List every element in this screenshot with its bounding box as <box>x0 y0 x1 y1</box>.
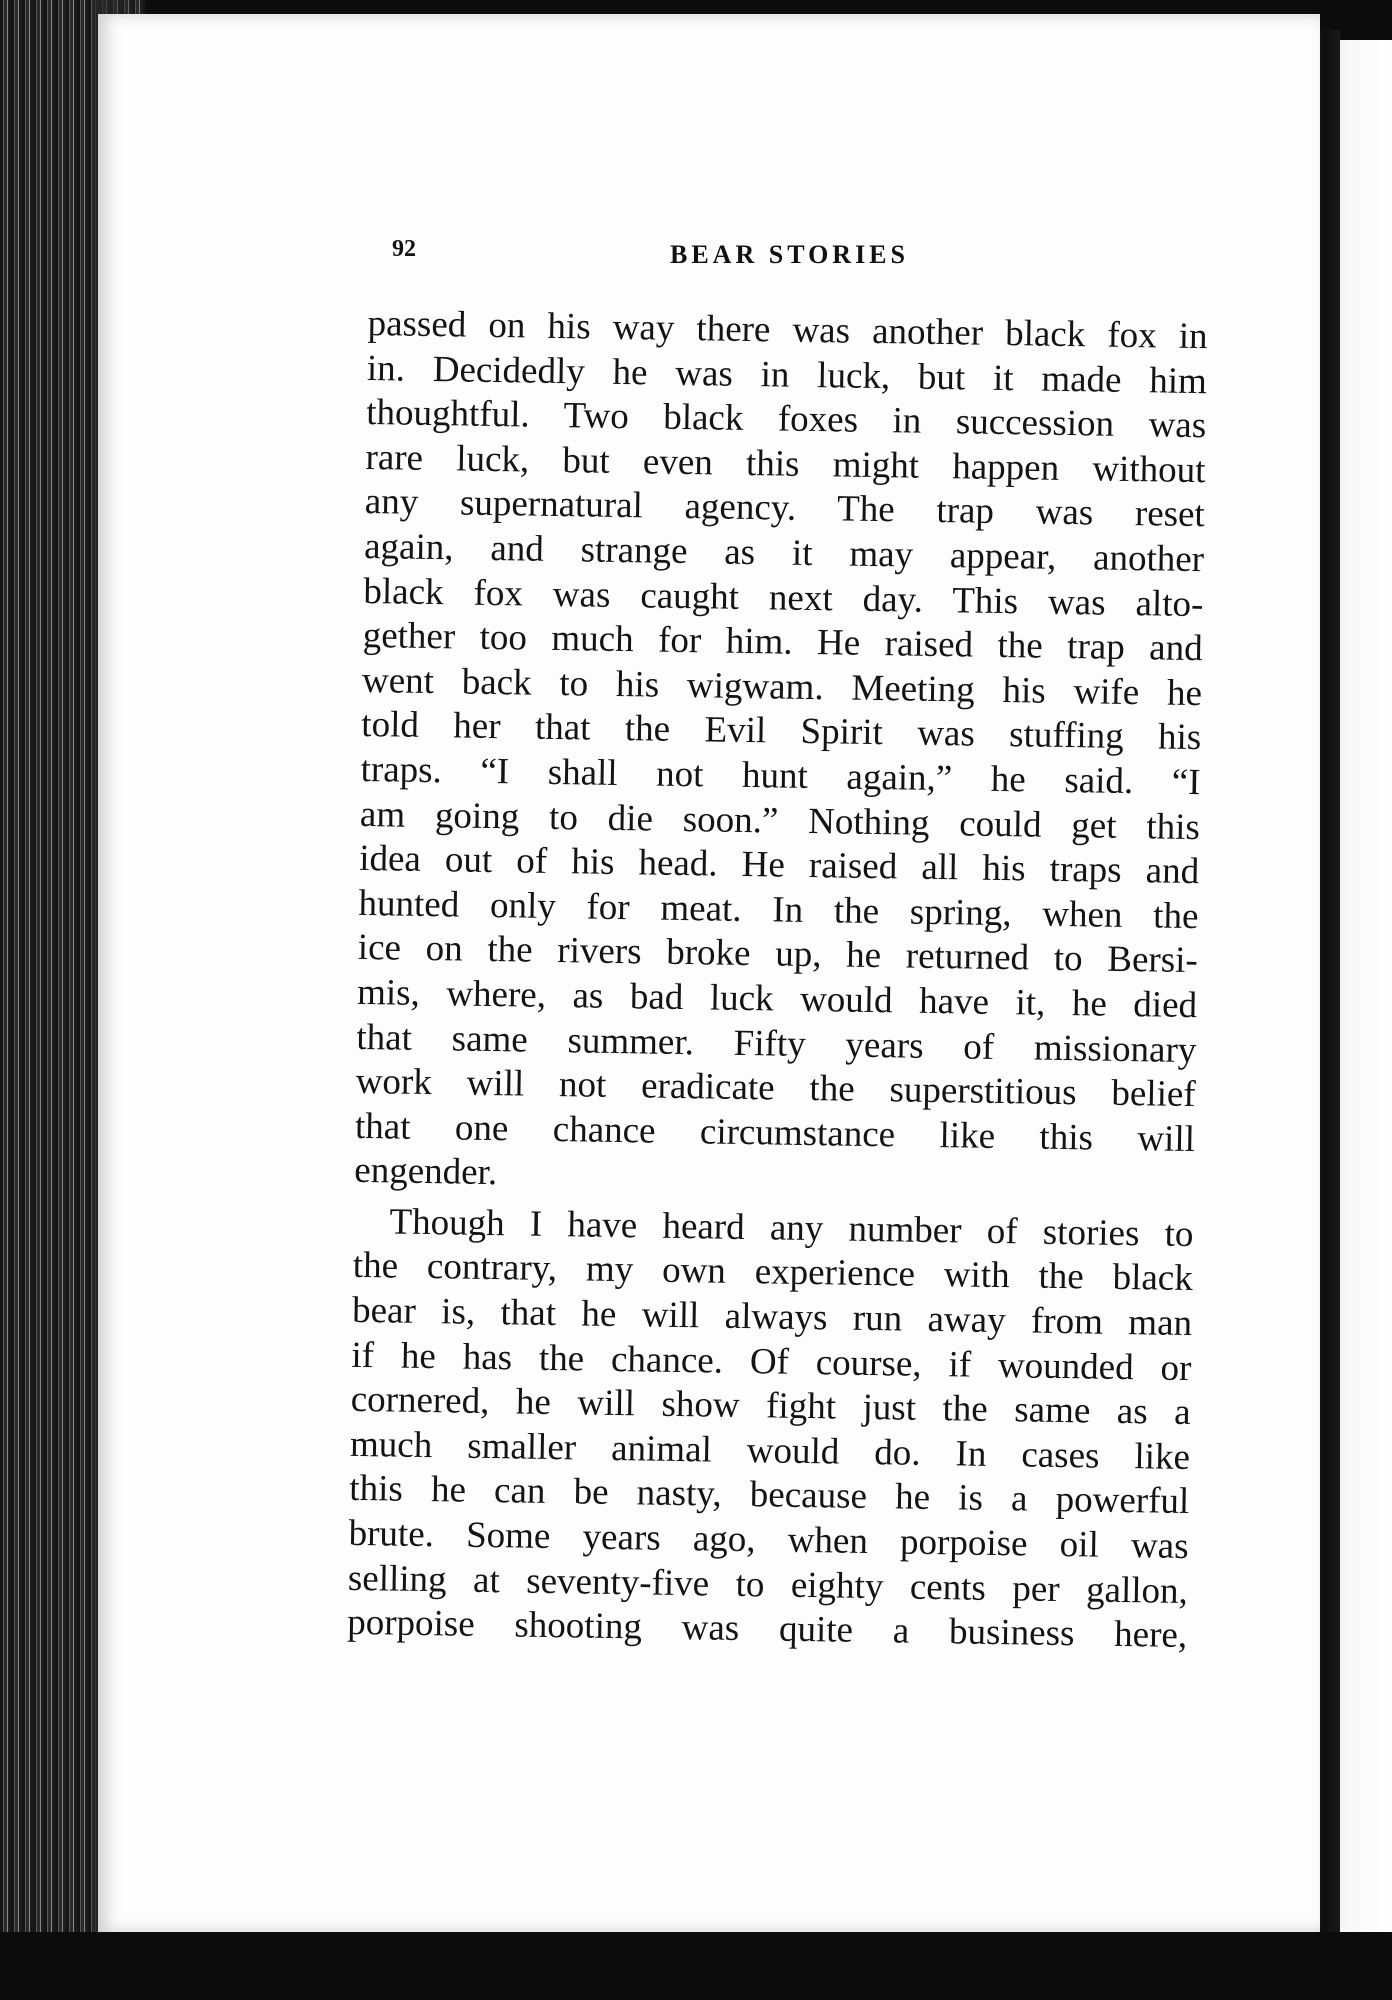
text-line: that same summer. Fifty years of missionary <box>356 1016 1197 1071</box>
text-line: traps. “I shall not hunt again,” he said. “I <box>360 748 1201 804</box>
text-line: brute. Some years ago, when porpoise oil was <box>348 1512 1189 1568</box>
running-header <box>392 236 932 276</box>
text-line: in. Decidedly he was in luck, but it made him <box>366 347 1208 402</box>
text-line: if he has the chance. Of course, if wounded or <box>351 1334 1192 1389</box>
text-line: any supernatural agency. The trap was reset <box>364 481 1206 536</box>
text-line: work will not eradicate the superstitious belief <box>355 1061 1196 1116</box>
page-number: 92 <box>392 236 416 262</box>
text-line: selling at seventy-five to eighty cents per gallon, <box>347 1557 1189 1612</box>
paragraph-1 <box>354 302 1208 1207</box>
text-line: this he can be nasty, because he is a powerful <box>349 1468 1190 1523</box>
text-line: hunted only for meat. In the spring, when the <box>358 882 1199 937</box>
text-line: idea out of his head. He raised all his traps and <box>358 838 1200 893</box>
scan-border-top <box>0 0 1392 14</box>
text-line: gether too much for him. He raised the trap and <box>362 615 1203 670</box>
text-line: again, and strange as it may appear, another <box>363 525 1205 581</box>
text-line: ice on the rivers broke up, he returned to Bersi- <box>357 927 1199 982</box>
text-line: rare luck, but even this might happen without <box>365 436 1206 491</box>
text-line: told her that the Evil Spirit was stuffing his <box>361 704 1202 759</box>
text-line: am going to die soon.” Nothing could get this <box>359 793 1201 848</box>
scan-border-bottom <box>0 1932 1392 2000</box>
text-line: thoughtful. Two black foxes in succession was <box>365 392 1207 447</box>
text-line: passed on his way there was another black fox in <box>367 302 1208 358</box>
text-line: engender. <box>354 1150 498 1194</box>
running-title: BEAR STORIES <box>670 240 909 269</box>
text-line: the contrary, my own experience with the black <box>352 1245 1194 1300</box>
text-line: went back to his wigwam. Meeting his wife he <box>361 659 1203 714</box>
text-line: black fox was caught next day. This was alto- <box>363 570 1204 625</box>
body-text <box>347 302 1208 1659</box>
text-line: that one chance circumstance like this will <box>354 1105 1196 1160</box>
text-line: much smaller animal would do. In cases like <box>349 1423 1191 1478</box>
text-line: Though I have heard any number of stories to <box>389 1201 1194 1255</box>
text-line: cornered, he will show fight just the same as a <box>350 1379 1191 1434</box>
paragraph-2 <box>347 1200 1194 1659</box>
text-line: mis, where, as bad luck would have it, he died <box>356 971 1198 1027</box>
text-line: porpoise shooting was quite a business here, <box>346 1602 1188 1657</box>
text-line: bear is, that he will always run away from man <box>351 1289 1193 1345</box>
